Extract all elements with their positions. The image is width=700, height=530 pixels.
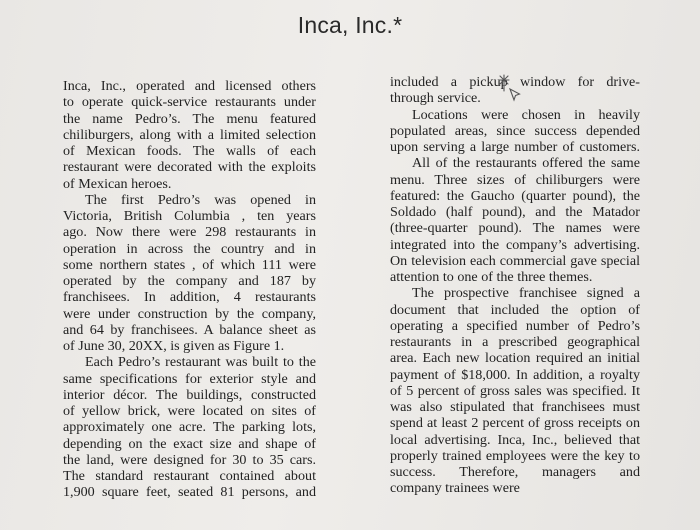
text-line: the land, were designed for 30 to 35 cars. [63, 451, 316, 468]
text-line: operation in across the country and in [63, 240, 316, 257]
text-line: company trainees were [390, 480, 520, 497]
text-line: spend at least 2 percent of gross receipts on [390, 415, 640, 432]
text-line: The first Pedro’s was opened in [85, 191, 316, 208]
text-line: Locations were chosen in heavily [412, 106, 640, 123]
text-line: included a pickup window for drive- [390, 74, 640, 90]
text-line: ago. Now there were 298 restaurants in [63, 224, 316, 241]
text-line: 1,900 square feet, seated 81 persons, and [63, 484, 316, 501]
page-title: Inca, Inc.* [297, 12, 403, 38]
text-line: (three-quarter pound). The names were [390, 220, 640, 237]
text-line: All of the restaurants offered the same [412, 155, 640, 172]
text-line: properly trained employees were the key to [390, 447, 640, 464]
text-line: to operate quick-service restaurants under [63, 94, 316, 111]
text-cursor-icon [497, 72, 521, 102]
text-line: area. Each new location required an initial [390, 350, 640, 367]
text-line: interior décor. The buildings, constructed [63, 386, 316, 403]
text-line: some northern states , of which 111 were [63, 256, 316, 273]
text-line: operating a specified number of Pedro’s [390, 317, 640, 334]
text-line: depending on the exact size and shape of [63, 435, 316, 452]
text-line: local advertising. Inca, Inc., believed that [390, 431, 640, 448]
text-line: chiliburgers, along with a limited selection [63, 126, 316, 143]
text-line: Victoria, British Columbia , ten years [63, 208, 316, 224]
text-line: approximately one acre. The parking lots, [63, 419, 316, 436]
text-line: integrated into the company’s advertising. [390, 236, 640, 253]
text-line: payment of $18,000. In addition, a royalty [390, 366, 640, 383]
right-column [390, 74, 640, 497]
text-line: franchisees. In addition, 4 restaurants [63, 289, 316, 306]
text-line: Inca, Inc., operated and licensed others [63, 78, 316, 94]
text-line: Each Pedro’s restaurant was built to the [85, 354, 316, 371]
left-column [63, 78, 316, 501]
text-line: On television each commercial gave special [390, 252, 640, 269]
text-line: document that included the option of [390, 301, 640, 318]
text-line: was also stipulated that franchisees must [390, 399, 640, 415]
text-line: restaurant were decorated with the exploits [63, 159, 316, 176]
text-line: were under construction by the company, [63, 305, 316, 322]
text-line: attention to one of the three themes. [390, 269, 593, 285]
text-line: operated by the company and 187 by [63, 273, 316, 289]
text-line: featured: the Gaucho (quarter pound), the [390, 187, 640, 204]
text-line: through service. [390, 90, 481, 107]
text-line: upon serving a large number of customers. [390, 139, 640, 155]
text-line: restaurants in a prescribed geographical [390, 334, 640, 350]
text-line: populated areas, since success depended [390, 122, 640, 139]
text-line: menu. Three sizes of chiliburgers were [390, 171, 640, 188]
text-line: of Mexican heroes. [63, 175, 172, 192]
text-line: and 64 by franchisees. A balance sheet as [63, 321, 316, 338]
text-line: of June 30, 20XX, is given as Figure 1. [63, 338, 285, 354]
text-line: of yellow brick, were located on sites of [63, 403, 316, 419]
text-line: Soldado (half pound), and the Matador [390, 204, 640, 220]
text-line: The prospective franchisee signed a [412, 285, 640, 302]
text-line: the name Pedro’s. The menu featured [63, 110, 316, 127]
text-line: The standard restaurant contained about [63, 468, 316, 484]
text-line: success. Therefore, managers and [390, 464, 640, 480]
text-line: same specifications for exterior style and [63, 370, 316, 387]
text-line: of 5 percent of gross sales was specified. It [390, 382, 640, 399]
text-line: of Mexican foods. The walls of each [63, 143, 316, 159]
